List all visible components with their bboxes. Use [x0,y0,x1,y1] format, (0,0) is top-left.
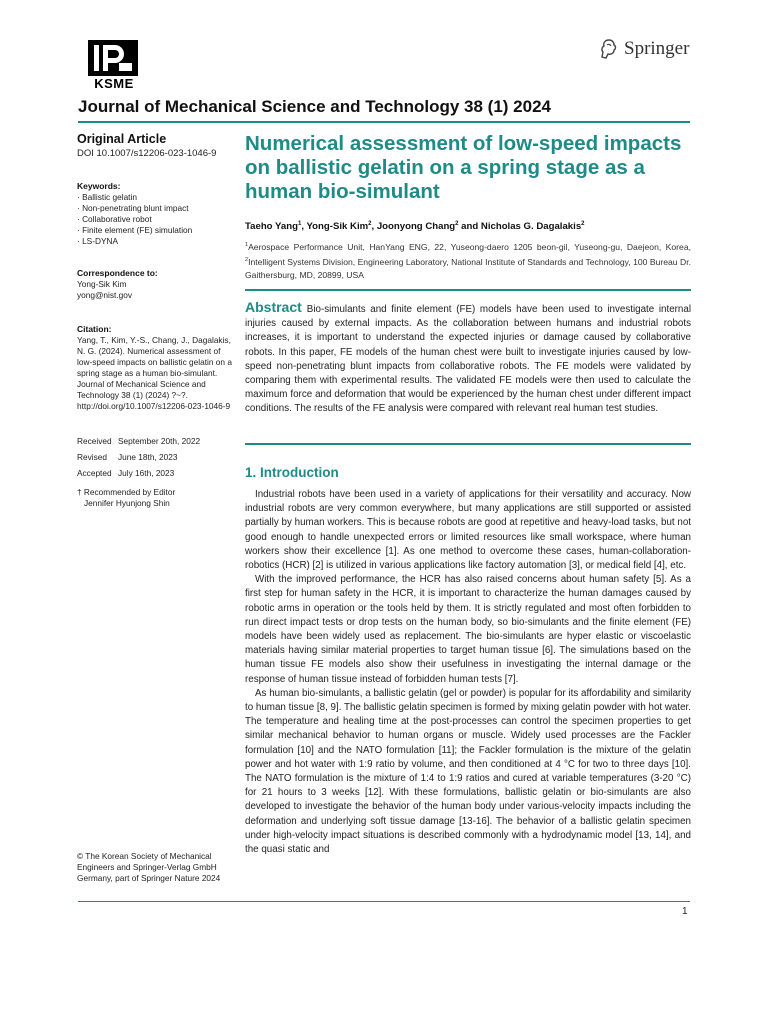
date-row-received [77,433,237,449]
author-affiliation-mark: 1 [297,221,302,227]
copyright-block [77,851,237,884]
springer-horse-icon [599,38,619,60]
citation-line: Journal of Mechanical Science and [77,379,206,389]
ksme-emblem-icon [88,40,138,76]
author-separator: , [371,221,377,233]
affiliation-text: Aerospace Performance Unit, HanYang ENG, 22, Yuseong-daero 1205 beon-gil, Yuseong-gu, Daejeon, Korea, [248,241,691,252]
author-name: Taeho Yang [245,221,298,233]
author-affiliation-mark: 2 [581,221,585,227]
article-main [245,132,691,856]
header-divider [78,121,690,123]
abstract [245,300,691,417]
body-paragraph: As human bio-simulants, a ballistic gelatin (gel or powder) is popular for its affordability and similarity to human tissue [8, 9]. The ballistic gelatin specimen is formed by mixing gelatin powder with hot water. The temperature and healing time at the post-processes can control the specimen properties to get similar mechanical behavior to human organs or muscle. Widely used processes are the Fackler formulation [10] and the NATO formulation [11]; the Fackler formulation is the mixture of the gelatin power and hot water with 1:9 ratio by volume, and then conditioned at 4 °C for two to three days [10]. The NATO formulation is the mixture of 1:4 to 1:9 ratios and cured at variable temperatures (3-20 °C) for 21 hours to 3 weeks [12]. With these formulations, ballistic gelatin or bio-simulants are also developed to investigate the behavior of the human body under various-velocity impacts including the deformation and underlying soft tissue damage [13-16]. The behavior of a ballistic gelatin specimen under high-velocity impact situations is described commonly with a hydrodynamic model [13, 14], and the quasi static and [245,687,691,856]
article-type: Original Article [77,132,167,146]
date-row-revised [77,449,237,465]
article-sidebar [77,132,237,883]
citation-doi-link[interactable]: http://doi.org/10.1007/s12206-023-1046-9 [77,401,231,411]
footer-divider [78,901,690,902]
affiliation-mark: 2 [245,256,249,263]
affiliation-mark: 1 [245,242,249,248]
date-label: Received [77,436,112,446]
author-name: Joonyong Chang [376,221,456,233]
copyright-line: © The Korean Society of Mechanical [77,851,212,861]
abstract-bottom-divider [245,443,691,445]
keyword-item: · Non-penetrating blunt impact [77,203,189,213]
ksme-logo [88,40,140,90]
keyword-item: · LS-DYNA [77,236,119,246]
abstract-label: Abstract [245,299,302,315]
keyword-item: · Finite element (FE) simulation [77,225,193,235]
author-name: Nicholas G. Dagalakis [480,221,582,233]
keyword-item: · Ballistic gelatin [77,192,137,202]
correspondence-heading: Correspondence to: [77,268,158,278]
correspondence-block [77,268,237,301]
keyword-item: · Collaborative robot [77,214,152,224]
date-value: June 18th, 2023 [118,452,178,462]
citation-line: N. G. (2024). Numerical assessment of [77,346,221,356]
section-heading: 1. Introduction [245,465,339,480]
date-label: Accepted [77,468,112,478]
author-separator: and [458,221,481,233]
springer-logo [599,37,689,61]
copyright-line: Germany, part of Springer Nature 2024 [77,873,221,883]
recommendation-block [77,487,237,509]
author-affiliation-mark: 2 [455,221,459,227]
body-paragraph: Industrial robots have been used in a variety of applications for their versatility and accuracy. Now industrial robots are very common everywhere, but many applications are still supported or assisted partially by human workers. This is because robots are good at repetitive and heavy-load tasks, but not good enough to handle unexpected errors or limited resources like small workspace, where human workers show their excellence [1]. As one method to overcome these cases, human-collaboration-robotics (HCR) [2] is utilized in various applications like factory automation [3], or medical field [4], etc. [245,489,691,572]
article-title: Numerical assessment of low-speed impacts on ballistic gelatin on a spring stage as a human bio-simulant [245,132,682,203]
springer-wordmark: Springer [624,38,690,59]
correspondence-name: Yong-Sik Kim [77,279,127,289]
page-number: 1 [682,906,688,917]
date-row-accepted [77,465,237,481]
dates-block [77,433,237,481]
journal-title: Journal of Mechanical Science and Technology 38 (1) 2024 [78,97,552,116]
correspondence-email[interactable]: yong@nist.gov [77,290,133,300]
body-text [245,488,691,857]
date-value: July 16th, 2023 [118,468,175,478]
keywords-block [77,181,237,247]
author-separator: , [301,221,307,233]
recommended-by: † Recommended by Editor [77,487,176,497]
citation-heading: Citation: [77,324,112,334]
citation-line: Yang, T., Kim, Y.-S., Chang, J., Dagalakis, [77,335,231,345]
keywords-heading: Keywords: [77,181,121,191]
ksme-label: KSME [94,76,134,91]
date-value: September 20th, 2022 [118,436,201,446]
affiliations [245,239,691,282]
date-label: Revised [77,452,107,462]
abstract-text: Bio-simulants and finite element (FE) models have been used to investigate internal injuries caused by external impacts. As the collaboration between humans and industrial robots increases, it is important to understand the expected injuries or damage caused by collaborative robots. In this paper, FE models of the human chest were built to investigate injuries caused by low-speed non-penetrating blunt impacts from collaborative robots. The FE models were validated by comparing them with experimental results. The validated FE models were then used to calculate the maximum force and deformation that would be experienced by the human chest under different impact conditions. The results of the FE analysis were compared with relevant real human test studies. [245,304,691,415]
article-doi[interactable]: DOI 10.1007/s12206-023-1046-9 [77,148,217,159]
citation-line: spring stage as a human bio-simulant. [77,368,218,378]
editor-name: Jennifer Hyunjong Shin [84,498,170,508]
body-paragraph: With the improved performance, the HCR has also raised concerns about human safety [5]. As a first step for human safety in the HCR, it is important to characterize the human damages caused by robotic arms in operation or the tools held by them. It is strictly regulated and most often forbidden to run direct impact tests or drop tests on the human body, so bio-simulants and the finite element (FE) models have been widely used as replacement. The bio-simulants are hyper elastic or viscoelastic materials having similar material properties to target human tissue [6]. The simulations based on the human tissue FE models also show their usefulness in investigating the internal damage or the response of human tissue instead of forbidden human tests [7]. [245,574,691,685]
author-list [245,221,585,232]
author-name: Yong-Sik Kim [306,221,369,233]
citation-block [77,324,237,412]
citation-line: Technology 38 (1) (2024) ?~?. [77,390,188,400]
affiliation-text: Intelligent Systems Division, Engineering Laboratory, National Institute of Standards and Technology, 100 Bureau Dr. Gaithersburg, MD, 20899, USA [245,256,691,280]
copyright-line: Engineers and Springer-Verlag GmbH [77,862,217,872]
citation-line: low-speed impacts on ballistic gelatin on a [77,357,232,367]
abstract-top-divider [245,289,691,291]
author-affiliation-mark: 2 [368,221,372,227]
